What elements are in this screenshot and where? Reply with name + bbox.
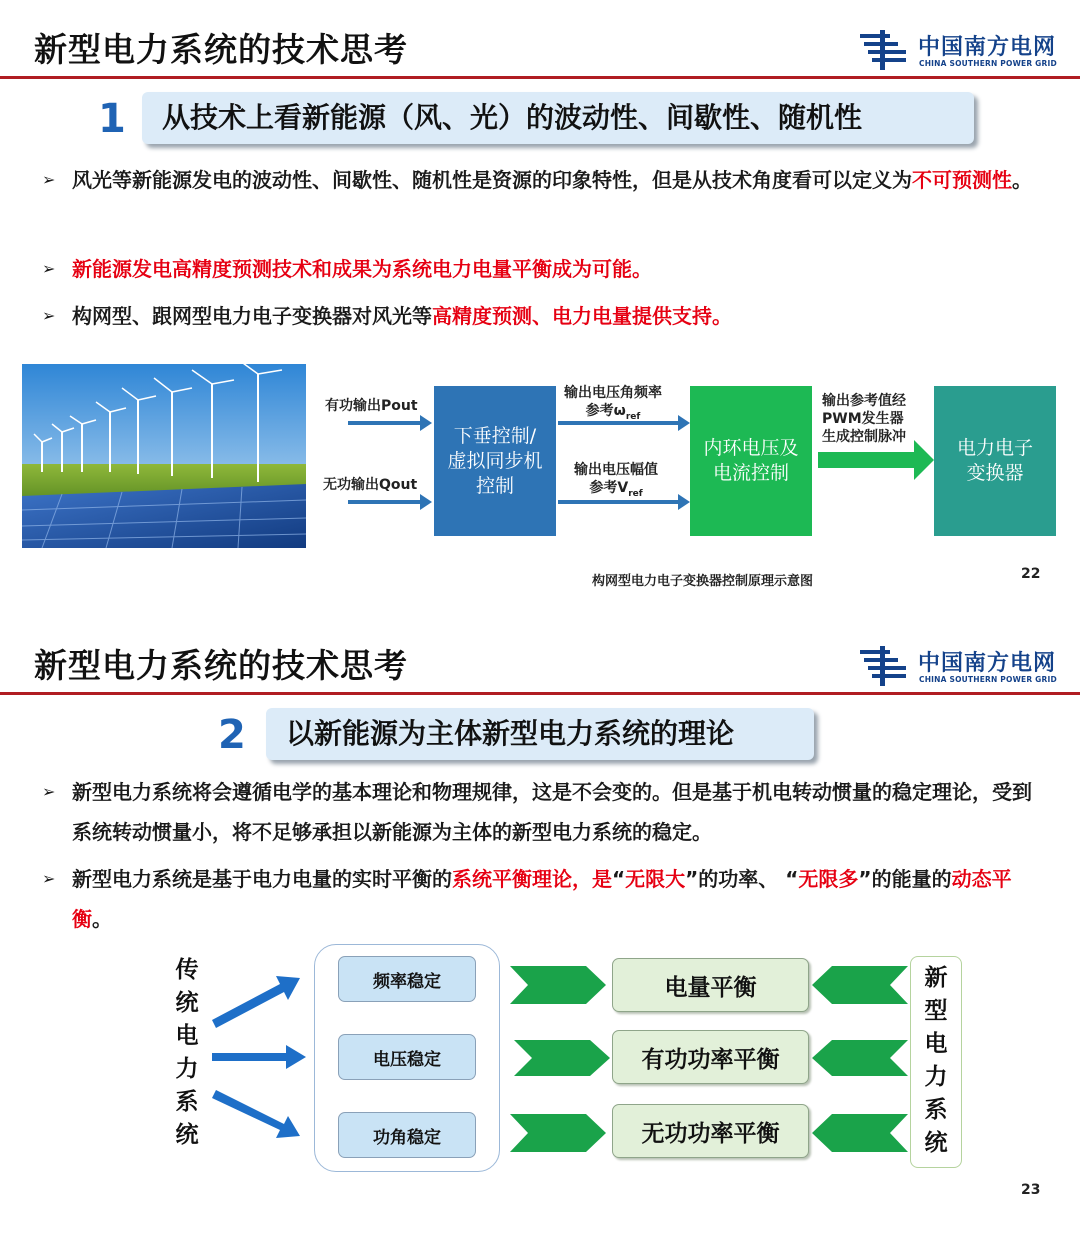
label-line: 参考ω — [585, 403, 626, 419]
chevron-left-icon — [812, 1040, 908, 1076]
label-line: 输出电压幅值 — [574, 462, 658, 478]
frequency-stability-box: 频率稳定 — [338, 956, 476, 1002]
new-power-system-label — [921, 962, 951, 1160]
freq-reference-label — [564, 384, 662, 426]
vertical-char: 力 — [175, 1056, 199, 1082]
page-number: 23 — [1021, 1182, 1041, 1198]
block-line: 虚拟同步机 — [447, 449, 543, 472]
label-line: 输出参考值经 — [822, 393, 906, 409]
bullet-suffix: 。 — [712, 304, 732, 328]
bullet-text: “ — [612, 867, 626, 891]
block-line: 下垂控制/ — [453, 424, 537, 447]
pwm-label — [822, 392, 906, 446]
bullet-highlight: 无限多 — [798, 867, 859, 891]
vertical-char: 统 — [175, 1122, 199, 1148]
converter-block — [934, 386, 1056, 536]
voltage-stability-box: 电压稳定 — [338, 1034, 476, 1080]
arrow-down-right-icon — [212, 1090, 300, 1138]
page-number: 22 — [1021, 566, 1041, 582]
block-line: 电流控制 — [712, 462, 789, 484]
chevron-right-icon — [510, 966, 606, 1004]
bullet-highlight: 高精度预测、电力电量提供支持 — [432, 304, 712, 328]
reactive-power-balance-box: 无功功率平衡 — [612, 1104, 809, 1158]
power-angle-stability-box: 功角稳定 — [338, 1112, 476, 1158]
block-line: 变换器 — [966, 462, 1024, 484]
bullet-text: 风光等新能源发电的波动性、间歇性、随机性是资源的印象特性，但是从技术角度看可以定义为 — [72, 168, 912, 192]
vertical-char: 系 — [175, 1089, 199, 1115]
block-line: 内环电压及 — [703, 437, 799, 459]
vertical-char: 系 — [924, 1097, 948, 1123]
slide-title: 新型电力系统的技术思考 — [34, 646, 408, 685]
bullet-text: 新型电力系统将会遵循电学的基本理论和物理规律，这是不会变的。但是基于机电转动惯量的稳定理论，受到系统转动惯量小，将不足够承担以新能源为主体的新型电力系统的稳定。 — [72, 780, 1032, 844]
diagram-caption: 构网型电力电子变换器控制原理示意图 — [592, 574, 814, 589]
arrow-up-right-icon — [212, 976, 300, 1028]
input-reactive-power-label: 无功输出Qout — [323, 477, 418, 493]
label-subscript: ref — [625, 411, 641, 422]
label-line: 参考V — [589, 480, 629, 496]
brand-name-en: CHINA SOUTHERN POWER GRID — [919, 675, 1057, 684]
label-line: PWM发生器 — [822, 411, 904, 427]
chevron-left-icon — [812, 966, 908, 1004]
brand-name-cn: 中国南方电网 — [918, 35, 1057, 60]
vertical-char: 电 — [924, 1031, 948, 1057]
section-title: 以新能源为主体新型电力系统的理论 — [266, 708, 814, 760]
vertical-char: 电 — [175, 1023, 199, 1049]
bullet-suffix: 。 — [1012, 168, 1032, 192]
bullet-arrow-icon: ➢ — [42, 306, 56, 325]
active-power-balance-box: 有功功率平衡 — [612, 1030, 809, 1084]
bullet-highlight: 无限大 — [625, 867, 686, 891]
block-line: 控制 — [475, 474, 514, 497]
block-line: 电力电子 — [956, 437, 1033, 459]
bullet-arrow-icon: ➢ — [42, 170, 56, 189]
bullet-text: ”的功率、 “ — [685, 867, 799, 891]
input-active-power-label: 有功输出Pout — [325, 398, 418, 414]
section-title: 从技术上看新能源（风、光）的波动性、间歇性、随机性 — [142, 92, 974, 144]
arrow-right-icon — [212, 1045, 306, 1069]
bullet-suffix: 。 — [632, 257, 652, 281]
chevron-right-icon — [510, 1114, 606, 1152]
brand-name-cn: 中国南方电网 — [918, 651, 1057, 676]
label-subscript: ref — [628, 488, 643, 499]
slide-22 — [0, 0, 1080, 612]
vertical-char: 新 — [924, 965, 948, 991]
bullet-text: 。 — [92, 907, 112, 931]
vertical-char: 统 — [175, 990, 199, 1016]
droop-control-block — [434, 386, 556, 536]
vertical-char: 传 — [175, 957, 199, 983]
vertical-char: 型 — [924, 998, 948, 1024]
label-line: 生成控制脉冲 — [822, 429, 906, 445]
bullet-text: ”的能量的 — [858, 867, 952, 891]
bullet-arrow-icon: ➢ — [42, 869, 56, 888]
slide-23 — [0, 616, 1080, 1233]
bullet-text: 新型电力系统是基于电力电量的实时平衡的 — [72, 867, 452, 891]
vertical-char: 力 — [924, 1064, 948, 1090]
energy-balance-box: 电量平衡 — [612, 958, 809, 1012]
bullet-highlight: 系统平衡理论，是 — [452, 867, 612, 891]
inner-loop-control-block — [690, 386, 812, 536]
bullet-arrow-icon: ➢ — [42, 259, 56, 278]
section-number: 2 — [218, 712, 246, 758]
voltage-reference-label — [574, 461, 658, 503]
chevron-left-icon — [812, 1114, 908, 1152]
bullet-text: 构网型、跟网型电力电子变换器对风光等 — [72, 304, 432, 328]
chevron-right-icon — [514, 1040, 610, 1076]
slide-title: 新型电力系统的技术思考 — [34, 30, 408, 69]
bullet-arrow-icon: ➢ — [42, 782, 56, 801]
brand-name-en: CHINA SOUTHERN POWER GRID — [919, 59, 1057, 68]
bullet-highlight: 新能源发电高精度预测技术和成果为系统电力电量平衡成为可能 — [72, 257, 632, 281]
label-line: 输出电压角频率 — [564, 385, 662, 401]
bullet-highlight: 动态平衡 — [72, 867, 1012, 931]
section-number: 1 — [98, 96, 126, 142]
bullet-highlight: 不可预测性 — [912, 168, 1012, 192]
vertical-char: 统 — [924, 1130, 948, 1156]
